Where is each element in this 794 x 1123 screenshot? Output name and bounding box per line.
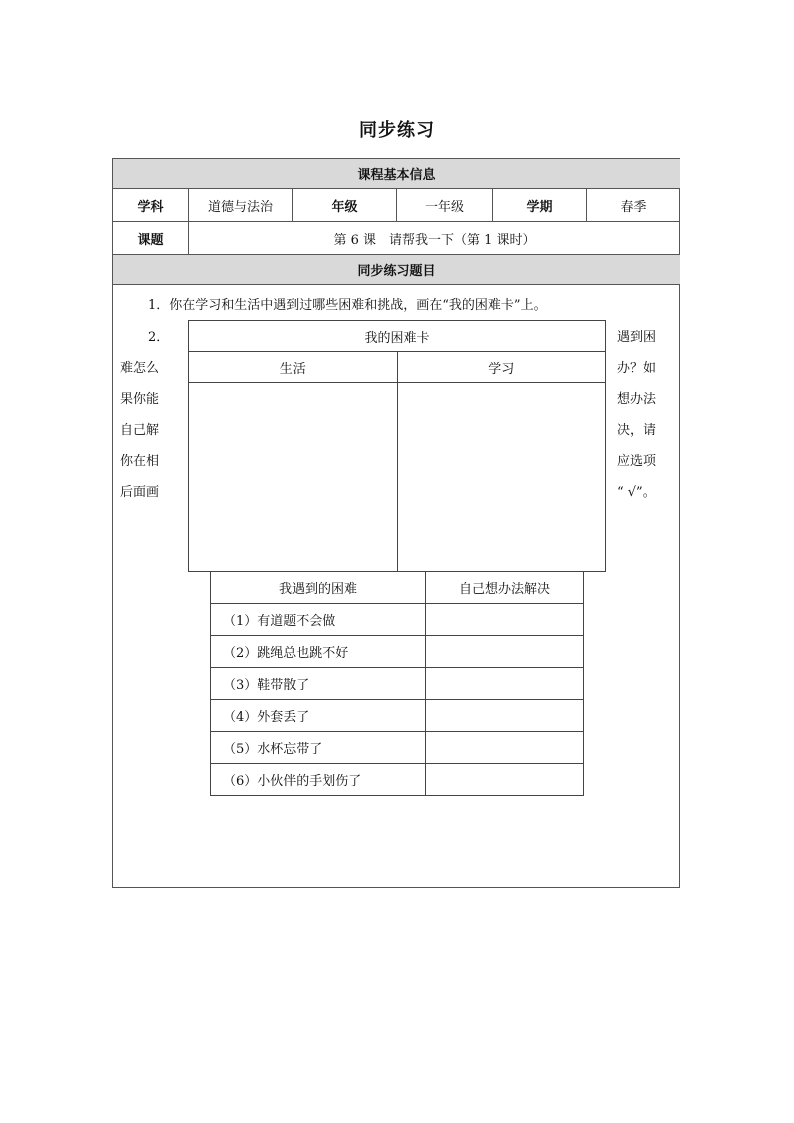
table-row	[211, 700, 583, 732]
q2-left-line: 后面画	[120, 485, 160, 500]
course-info-row	[113, 189, 680, 222]
subject-value: 道德与法治	[189, 189, 293, 221]
difficulty-card-columns	[189, 352, 605, 383]
difficulty-table	[210, 572, 584, 796]
card-study-drawing-area[interactable]	[398, 383, 606, 571]
table-row	[211, 636, 583, 668]
difficulty-item: （1）有道题不会做	[211, 604, 426, 635]
table-row	[211, 732, 583, 764]
difficulty-card	[188, 320, 606, 572]
grade-value: 一年级	[397, 189, 493, 221]
check-cell[interactable]	[426, 668, 583, 699]
difficulty-item: （6）小伙伴的手划伤了	[211, 764, 426, 795]
table-row	[211, 604, 583, 636]
q2-right-line: 决，请	[617, 423, 657, 438]
term-label: 学期	[493, 189, 587, 221]
difficulty-card-title: 我的困难卡	[189, 321, 605, 352]
question-1: 1．你在学习和生活中遇到过哪些困难和挑战，画在“我的困难卡”上。	[148, 298, 547, 313]
difficulty-card-body	[189, 383, 605, 571]
check-cell[interactable]	[426, 604, 583, 635]
question-2-right-text	[617, 322, 677, 508]
difficulty-table-header	[211, 572, 583, 604]
card-col-life: 生活	[189, 352, 398, 382]
table-row	[211, 764, 583, 796]
page-title: 同步练习	[359, 120, 435, 141]
q2-left-line: 2．	[148, 330, 170, 345]
card-col-study: 学习	[488, 361, 515, 377]
grade-label: 年级	[293, 189, 397, 221]
exercise-header: 同步练习题目	[113, 255, 680, 285]
q2-right-line: 遇到困	[617, 330, 657, 345]
q2-right-line: 办？如	[617, 361, 657, 376]
difficulty-item: （5）水杯忘带了	[211, 732, 426, 763]
check-cell[interactable]	[426, 764, 583, 795]
q2-right-line: 想办法	[617, 392, 657, 407]
subject-label: 学科	[113, 189, 189, 221]
lesson-label: 课题	[113, 222, 189, 254]
table-row	[211, 668, 583, 700]
check-cell[interactable]	[426, 636, 583, 667]
q2-left-line: 自己解	[120, 423, 160, 438]
header-solve-myself: 自己想办法解决	[458, 582, 550, 597]
check-cell[interactable]	[426, 700, 583, 731]
lesson-value: 第 6 课 请帮我一下（第 1 课时）	[333, 232, 536, 248]
card-life-drawing-area[interactable]	[189, 383, 398, 571]
course-info-header: 课程基本信息	[113, 159, 680, 189]
difficulty-item: （3）鞋带散了	[211, 668, 426, 699]
check-cell[interactable]	[426, 732, 583, 763]
difficulty-item: （4）外套丢了	[211, 700, 426, 731]
question-2-left-text	[120, 322, 180, 508]
lesson-row	[113, 222, 680, 255]
q2-right-line: “ √”。	[617, 485, 656, 500]
header-difficulty: 我遇到的困难	[211, 572, 426, 603]
term-value: 春季	[620, 199, 647, 215]
q2-left-line: 你在相	[120, 454, 160, 469]
difficulty-item: （2）跳绳总也跳不好	[211, 636, 426, 667]
q2-left-line: 难怎么	[120, 361, 160, 376]
q2-right-line: 应选项	[617, 454, 657, 469]
q2-left-line: 果你能	[120, 392, 160, 407]
